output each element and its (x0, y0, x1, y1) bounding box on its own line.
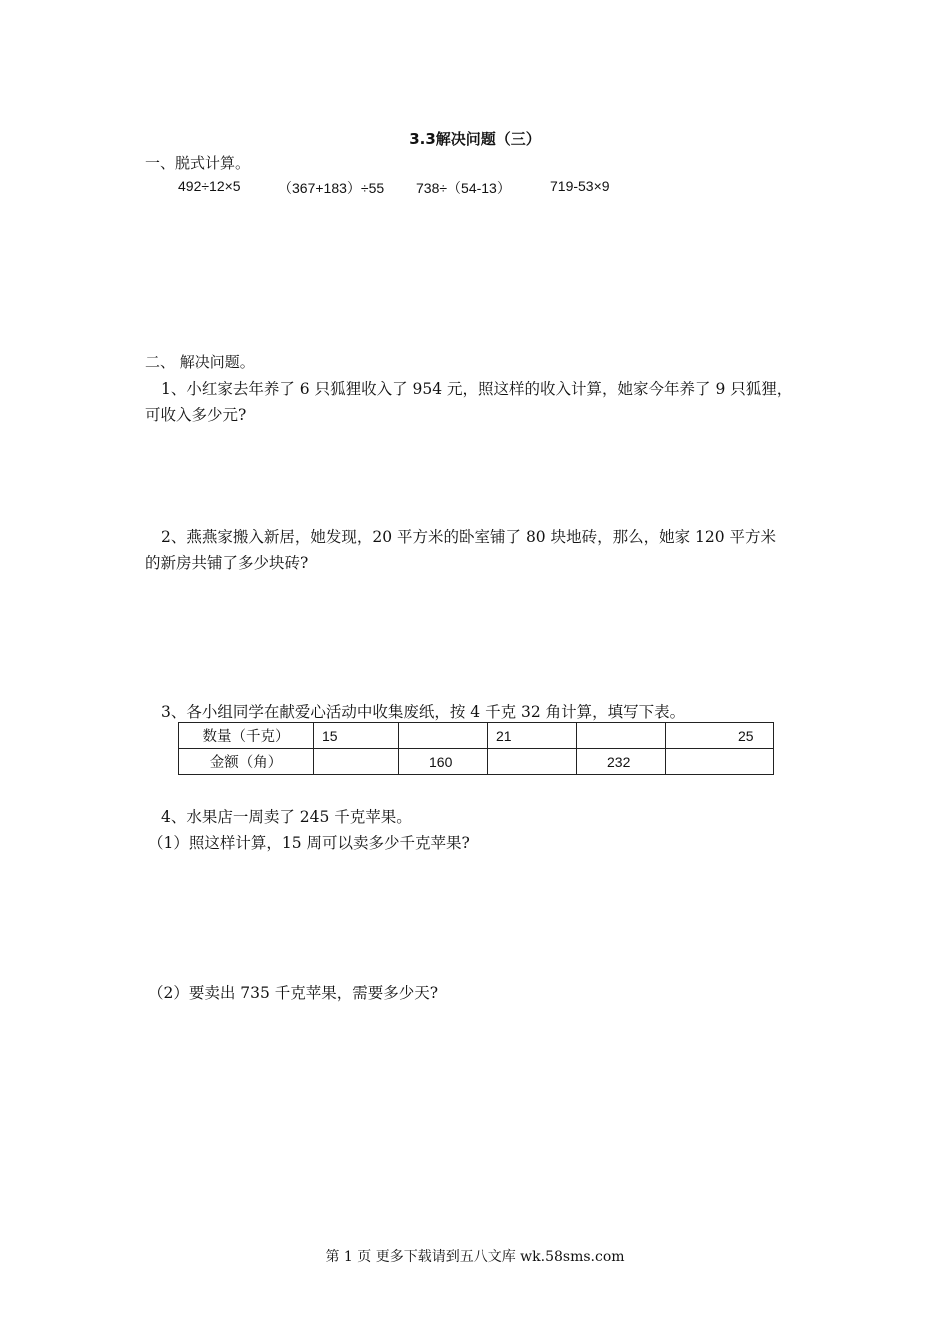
expression-2: （367+183）÷55 (278, 180, 385, 196)
section-1-heading: 一、脱式计算。 (145, 154, 251, 172)
expression-1: 492÷12×5 (178, 178, 241, 194)
table-row (179, 749, 774, 775)
table-cell: 21 (488, 723, 577, 749)
section-2-heading: 二、 解决问题。 (145, 353, 255, 371)
question-4-sub-2: （2）要卖出 735 千克苹果，需要多少天? (148, 984, 439, 1002)
table-cell (488, 749, 577, 775)
table-cell: 160 (399, 749, 488, 775)
question-1-line-2: 可收入多少元? (145, 406, 247, 424)
table-cell (577, 723, 666, 749)
question-2-line-2: 的新房共铺了多少块砖? (145, 554, 309, 572)
table-cell (314, 749, 399, 775)
table-row-header: 金额（角） (179, 749, 314, 775)
table-row-header: 数量（千克） (179, 723, 314, 749)
question-4-sub-1: （1）照这样计算，15 周可以卖多少千克苹果? (148, 834, 470, 852)
question-4-text: 4、水果店一周卖了 245 千克苹果。 (161, 808, 412, 826)
table-cell: 25 (666, 723, 774, 749)
page-title: 3.3解决问题（三） (409, 130, 541, 148)
expression-3: 738÷（54-13） (416, 180, 511, 196)
table-cell (666, 749, 774, 775)
expression-4: 719-53×9 (550, 178, 610, 194)
question-3-text: 3、各小组同学在献爱心活动中收集废纸，按 4 千克 32 角计算，填写下表。 (161, 703, 686, 721)
table-cell: 232 (577, 749, 666, 775)
amount-table (178, 722, 774, 775)
question-1-line-1: 1、小红家去年养了 6 只狐狸收入了 954 元，照这样的收入计算，她家今年养了 9 只狐狸， (161, 380, 793, 398)
table-cell: 15 (314, 723, 399, 749)
page-footer: 第 1 页 更多下载请到五八文库 wk.58sms.com (325, 1249, 625, 1265)
table-cell (399, 723, 488, 749)
table-row (179, 723, 774, 749)
question-2-line-1: 2、燕燕家搬入新居，她发现，20 平方米的卧室铺了 80 块地砖，那么，她家 120 平方米 (161, 528, 777, 546)
